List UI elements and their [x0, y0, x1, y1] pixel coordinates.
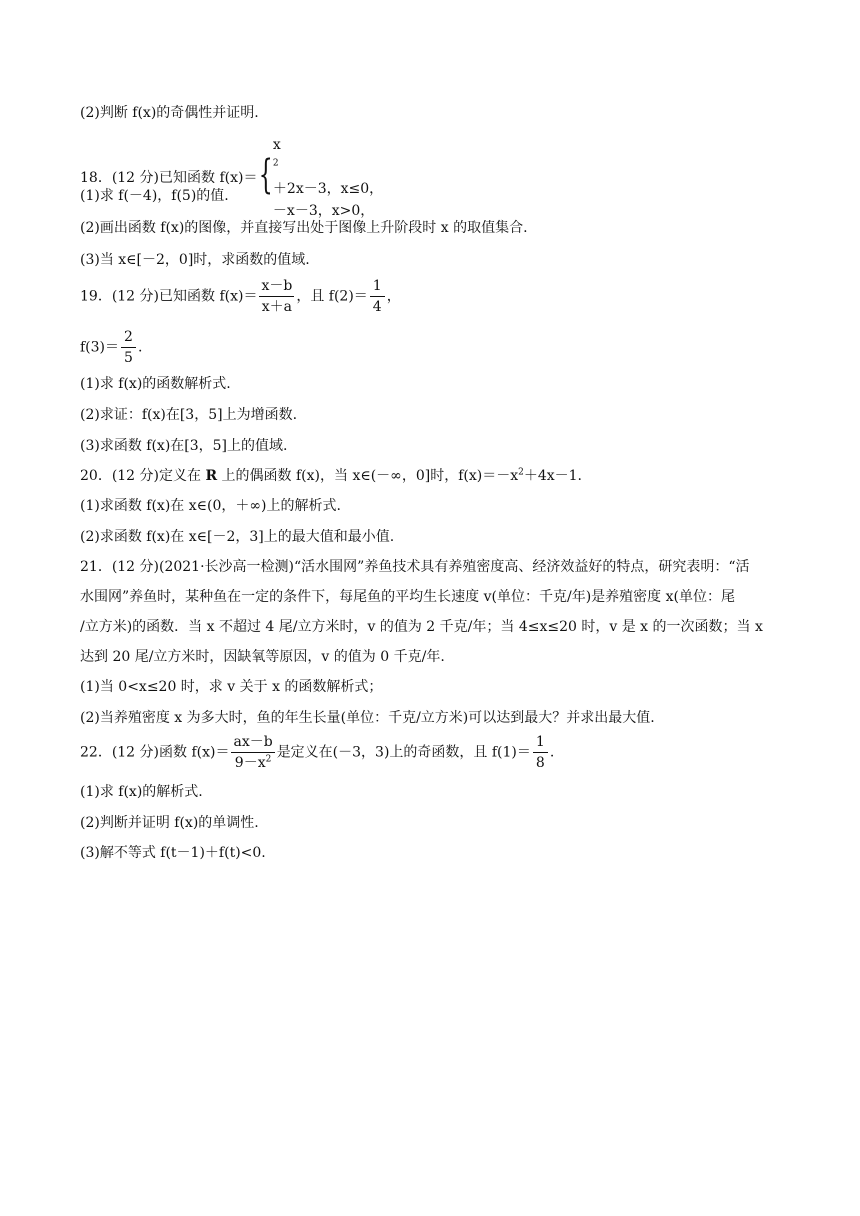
- q22-fraction: [231, 732, 274, 773]
- q19-mid-text: ，且 f(2)＝: [296, 288, 368, 305]
- q21-line3: /立方米)的函数．当 x 不超过 4 尾/立方米时，v 的值为 2 千克/年；当 4≤x≤20 时，v 是 x 的一次函数；当 x: [80, 619, 763, 635]
- q19-part3: (3)求函数 f(x)在[3，5]上的值域.: [80, 438, 288, 454]
- q18-part2: (2)画出函数 f(x)的图像，并直接写出处于图像上升阶段时 x 的取值集合.: [80, 220, 528, 236]
- q18-part1: (1)求 f(－4)，f(5)的值.: [80, 188, 229, 204]
- piecewise-case-1: x $^2$ ＋2x－3，x≤0，: [272, 137, 384, 197]
- q21-part2: (2)当养殖密度 x 为多大时，鱼的年生长量(单位：千克/立方米)可以达到最大？并求出最大值.: [80, 710, 655, 726]
- q20-part1: (1)求函数 f(x)在 x∈(0，＋∞)上的解析式.: [80, 498, 341, 514]
- q22-part1: (1)求 f(x)的解析式.: [80, 784, 203, 800]
- q22-f1-fraction: $\frac{1}{8}$: [533, 732, 548, 773]
- q22-part2: (2)判断并证明 f(x)的单调性.: [80, 815, 259, 831]
- q19-part1: (1)求 f(x)的函数解析式.: [80, 376, 231, 392]
- q19-f3-fraction: $\frac{2}{5}$: [121, 327, 136, 368]
- q20-heading: 20．(12 分)定义在 R 上的偶函数 f(x)，当 x∈(－∞，0]时，$f(x)=-x^2+4x-1$.: [80, 467, 582, 484]
- q19-fraction: [259, 276, 294, 317]
- real-numbers-symbol: R: [205, 468, 218, 484]
- q22-heading: 22．(12 分)函数 f(x)＝ $\frac{ax-b}{9-x^2}$ 是定义在(－3，3)上的奇函数，且 f(1)＝ $\frac{1}{8}$ .: [80, 734, 555, 771]
- q21-line2: 水围网”养鱼时，某种鱼在一定的条件下，每尾鱼的平均生长速度 v(单位：千克/年)是养殖密度 x(单位：尾: [80, 589, 735, 605]
- piecewise-brace: {: [259, 152, 274, 198]
- q19-part2: (2)求证：f(x)在[3，5]上为增函数.: [80, 407, 298, 423]
- q19-f2-fraction: $\frac{1}{4}$: [370, 276, 385, 317]
- q22-part3: (3)解不等式 f(t－1)＋f(t)<0.: [80, 845, 266, 861]
- q19-f3: f(3)＝ $\frac{2}{5}$ .: [80, 329, 143, 366]
- q21-line4: 达到 20 尾/立方米时，因缺氧等原因，v 的值为 0 千克/年.: [80, 649, 445, 665]
- q19-frac-numerator: x－b: [259, 276, 294, 297]
- q19-head-text: 19．(12 分)已知函数 f(x)＝: [80, 288, 258, 305]
- q19-frac-denominator: x＋a: [261, 299, 293, 315]
- q20-part2: (2)求函数 f(x)在 x∈[－2，3]上的最大值和最小值.: [80, 529, 395, 545]
- q17-part2: (2)判断 f(x)的奇偶性并证明.: [80, 105, 259, 121]
- q22-frac-numerator: ax－b: [231, 732, 274, 753]
- q19-heading: 19．(12 分)已知函数 f(x)＝ $\frac{x-b}{x+a}$ ，且 f(2)＝ $\frac{1}{4}$ ，: [80, 278, 401, 315]
- q22-frac-denominator: $9-x^2$: [234, 754, 272, 771]
- q21-part1: (1)当 0<x≤20 时，求 v 关于 x 的函数解析式；: [80, 679, 383, 695]
- q18-part3: (3)当 x∈[－2，0]时，求函数的值域.: [80, 252, 310, 268]
- q18-head-text: 18．(12 分)已知函数 f(x)＝: [80, 170, 258, 186]
- q21-line1: 21．(12 分)(2021·长沙高一检测)“活水围网”养鱼技术具有养殖密度高、经济效益好的特点，研究表明：“活: [80, 559, 750, 575]
- q18-heading: [80, 134, 383, 222]
- piecewise-case-2: －x－3，x>0，: [272, 203, 375, 219]
- piecewise-cases: [273, 134, 383, 222]
